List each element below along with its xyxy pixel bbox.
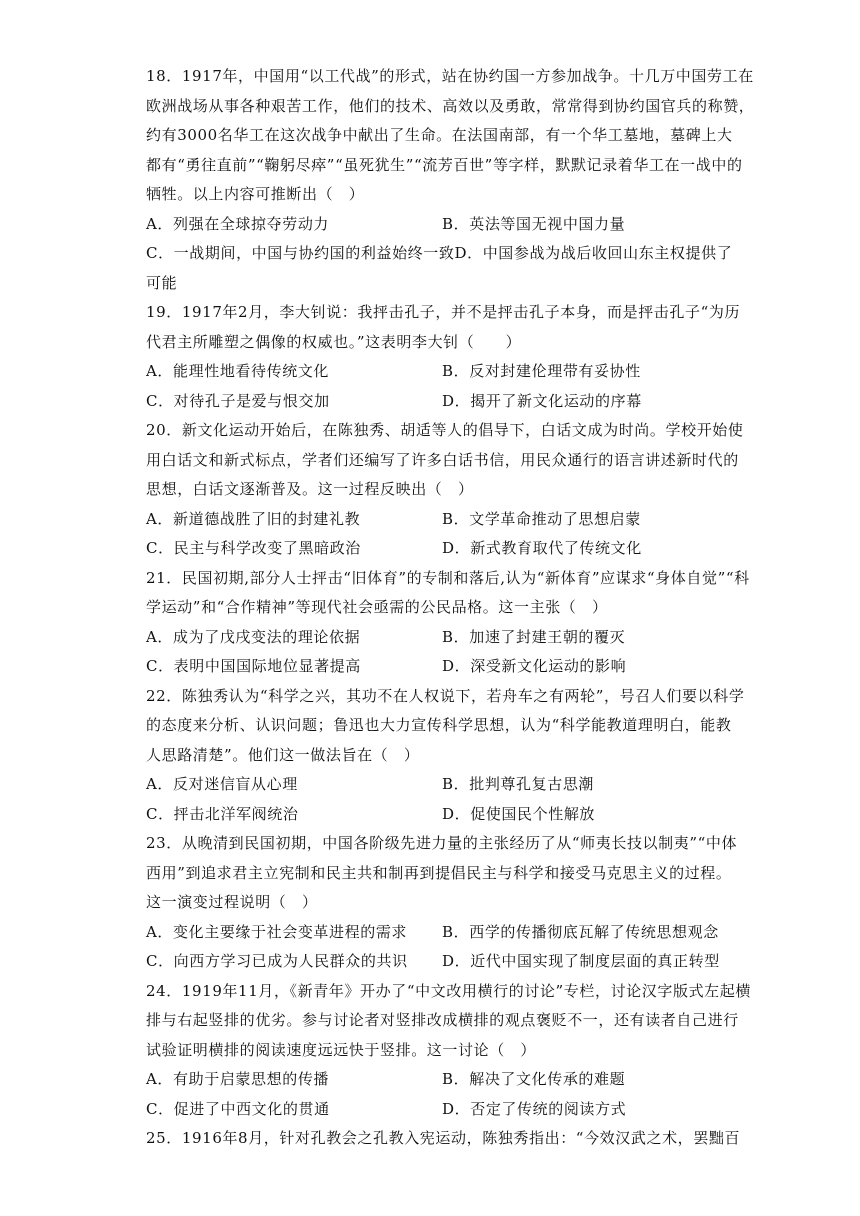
question-stem-line: 思想，白话文逐渐普及。这一过程反映出（ ）	[146, 480, 474, 498]
question-stem-line: 19．1917年2月，李大钊说：我抨击孔子，并不是抨击孔子本身，而是抨击孔子“为历	[146, 303, 741, 321]
option-left: A．列强在全球掠夺劳动力	[146, 214, 330, 233]
question-stem-line: 25．1916年8月，针对孔教会之孔教入宪运动，陈独秀指出：“今效汉武之术，罢黜百	[146, 1129, 741, 1147]
option-left: A．新道德战胜了旧的封建礼教	[146, 509, 361, 528]
question-block	[146, 829, 738, 977]
option-right: D．揭开了新文化运动的序幕	[442, 391, 642, 410]
option-right: D．深受新文化运动的影响	[442, 657, 627, 675]
question-stem-line: 用白话文和新式标点，学者们还编写了许多白话书信，用民众通行的语言讲述新时代的	[146, 450, 739, 469]
option-row	[146, 357, 720, 387]
question-stem-line: 约有3000名华工在这次战争中献出了生命。在法国南部，有一个华工墓地，墓碑上大	[146, 126, 733, 144]
option-left: A．能理性地看待传统文化	[146, 362, 330, 380]
option-left: C．促进了中西文化的贯通	[146, 1099, 330, 1118]
question-block	[146, 416, 744, 564]
option-right: B．文学革命推动了思想启蒙	[442, 509, 641, 528]
option-row	[146, 387, 720, 417]
question-stem-line: 牺牲。以上内容可推断出（ ）	[146, 185, 365, 203]
option-right: D．促使国民个性解放	[442, 804, 596, 823]
option-right: D．新式教育取代了传统文化	[442, 539, 642, 557]
option-line: C．一战期间，中国与协约国的利益始终一致D．中国参战为战后收回山东主权提供了	[146, 244, 733, 262]
option-left: C．向西方学习已成为人民群众的共识	[146, 952, 408, 970]
option-right: B．加速了封建王朝的覆灭	[442, 627, 626, 646]
question-stem-line: 排与右起竖排的优劣。参与讨论者对竖排改成横排的观点褒贬不一，还有读者自己进行	[146, 1011, 739, 1029]
question-stem-line: 21．民国初期,部分人士抨击“旧体育”的专制和落后,认为“新体育”应谋求“身体自觉”“科	[146, 568, 750, 587]
option-row	[146, 623, 720, 653]
question-block	[146, 298, 741, 416]
option-right: B．西学的传播彻底瓦解了传统思想观念	[442, 922, 719, 941]
option-row	[146, 947, 720, 977]
question-block	[146, 977, 751, 1125]
question-stem-line: 这一演变过程说明（ ）	[146, 893, 318, 911]
option-line: 可能	[146, 273, 178, 292]
question-stem-line: 人思路清楚”。他们这一做法旨在（ ）	[146, 745, 420, 764]
question-stem-line: 23．从晚清到民国初期，中国各阶级先进力量的主张经历了从“师夷长技以制夷”“中体	[146, 834, 738, 852]
question-stem-line: 试验证明横排的阅读速度远远快于竖排。这一讨论（ ）	[146, 1040, 537, 1059]
question-stem-line: 都有“勇往直前”“鞠躬尽瘁”“虽死犹生”“流芳百世”等字样，默默记录着华工在一战中的	[146, 155, 743, 174]
option-left: A．变化主要缘于社会变革进程的需求	[146, 922, 408, 941]
option-right: B．英法等国无视中国力量	[442, 214, 626, 233]
question-stem-line: 学运动”和“合作精神”等现代社会亟需的公民品格。这一主张（ ）	[146, 598, 608, 616]
option-right: B．反对封建伦理带有妥协性	[442, 362, 641, 380]
option-right: D．近代中国实现了制度层面的真正转型	[442, 952, 720, 970]
option-left: A．反对迷信盲从心理	[146, 775, 298, 793]
option-left: C．对待孔子是爱与恨交加	[146, 391, 330, 410]
option-row	[146, 652, 720, 682]
question-block	[146, 1124, 741, 1154]
option-row	[146, 534, 720, 564]
option-left: C．表明中国国际地位显著提高	[146, 657, 361, 675]
option-row	[146, 210, 720, 240]
question-block	[146, 682, 745, 830]
question-stem-line: 24．1919年11月，《新青年》开办了“中文改用横行的讨论”专栏，讨论汉字版式左起横	[146, 981, 751, 1000]
question-block	[146, 564, 750, 682]
question-stem-line: 22．陈独秀认为“科学之兴，其功不在人权说下，若舟车之有两轮”，号召人们要以科学	[146, 686, 745, 705]
option-row	[146, 800, 720, 830]
option-row	[146, 1065, 720, 1095]
option-right: B．解决了文化传承的难题	[442, 1070, 626, 1088]
option-left: A．成为了戊戌变法的理论依据	[146, 627, 361, 646]
question-list	[146, 62, 755, 1154]
question-stem-line: 代君主所雕塑之偶像的权威也。”这表明李大钊（ ）	[146, 332, 522, 351]
question-block	[146, 62, 755, 298]
option-right: D．否定了传统的阅读方式	[442, 1099, 627, 1118]
question-stem-line: 20．新文化运动开始后，在陈独秀、胡适等人的倡导下，白话文成为时尚。学校开始使	[146, 421, 744, 439]
option-row	[146, 1095, 720, 1125]
option-row	[146, 505, 720, 535]
question-stem-line: 18．1917年，中国用“以工代战”的形式，站在协约国一方参加战争。十几万中国劳工在	[146, 67, 754, 85]
option-row	[146, 918, 720, 948]
option-left: C．民主与科学改变了黑暗政治	[146, 539, 361, 557]
option-row	[146, 770, 720, 800]
question-stem-line: 西用”到追求君主立宪制和民主共和制再到提倡民主与科学和接受马克思主义的过程。	[146, 863, 732, 882]
question-stem-line: 的态度来分析、认识问题；鲁迅也大力宣传科学思想，认为“科学能教道理明白，能教	[146, 716, 732, 734]
option-left: A．有助于启蒙思想的传播	[146, 1070, 330, 1088]
option-right: B．批判尊孔复古思潮	[442, 775, 595, 793]
option-left: C．抨击北洋军阀统治	[146, 804, 299, 823]
question-stem-line: 欧洲战场从事各种艰苦工作，他们的技术、高效以及勇敢，常常得到协约国官兵的称赞，	[146, 96, 755, 115]
